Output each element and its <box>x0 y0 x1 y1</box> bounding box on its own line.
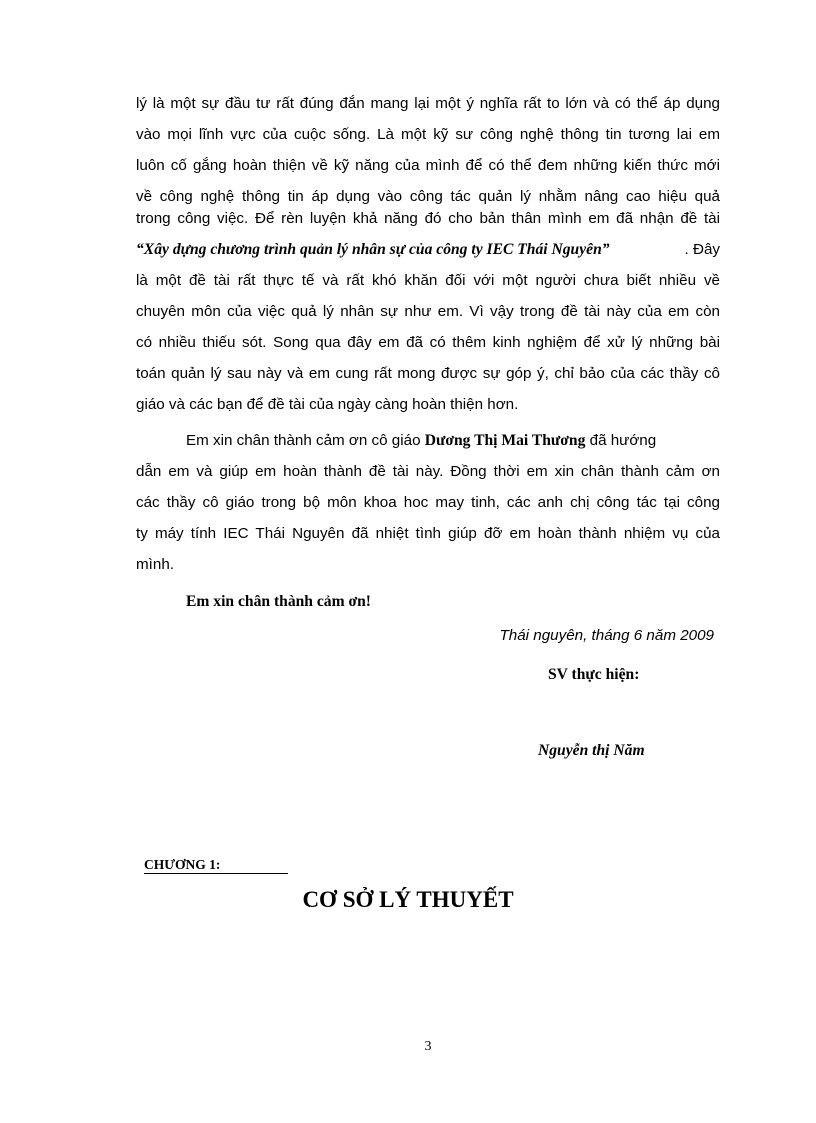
closing-thanks: Em xin chân thành cảm ơn! <box>186 593 371 610</box>
paragraph1-line-1: lý là một sự đầu tư rất đúng đắn mang lại một ý nghĩa rất to lớn và có thể áp dụng <box>136 95 720 112</box>
paragraph2-line-5: mình. <box>136 556 174 573</box>
paragraph2-intro-after: đã hướng <box>585 432 657 449</box>
paragraph1-line-6: là một đề tài rất thực tế và rất khó khăn đối với một người chưa biết nhiều về <box>136 272 720 289</box>
paragraph1-line-2: vào mọi lĩnh vực của cuộc sống. Là một kỹ sư công nghệ thông tin tương lai em <box>136 126 720 143</box>
paragraph1-line-9: toán quản lý sau này và em cung rất mong được sự góp ý, chỉ bảo của các thầy cô <box>136 365 720 382</box>
paragraph1-line-8: có nhiều thiếu sót. Song qua đây em đã có thêm kinh nghiệm để xử lý những bài <box>136 334 720 351</box>
signer-name: Nguyễn thị Năm <box>538 742 645 759</box>
chapter-label: CHƯƠNG 1: <box>144 856 288 874</box>
paragraph1-line-3: luôn cố gắng hoàn thiện về kỹ năng của mình để có thể đem những kiến thức mới <box>136 157 720 174</box>
chapter-title: CƠ SỞ LÝ THUYẾT <box>302 887 514 912</box>
paragraph1-title-line <box>136 240 720 260</box>
paragraph1-line-5: trong công việc. Để rèn luyện khả năng đó cho bản thân mình em đã nhận đề tài <box>136 210 720 227</box>
paragraph1-line-7: chuyên môn của việc quả lý nhân sự như em. Vì vậy trong đề tài này của em còn <box>136 303 720 320</box>
project-title-after: . Đây <box>684 241 720 258</box>
page-number: 3 <box>424 1039 432 1054</box>
project-title-quote: “Xây dựng chương trình quản lý nhân sự của công ty IEC Thái Nguyên” <box>136 241 610 258</box>
paragraph2-intro: Em xin chân thành cảm ơn cô giáo <box>186 432 425 449</box>
paragraph1-line-4: về công nghệ thông tin áp dụng vào công tác quản lý nhằm nâng cao hiệu quả <box>136 188 720 205</box>
teacher-name: Dương Thị Mai Thương <box>424 432 586 449</box>
paragraph2-line-2: dẫn em và giúp em hoàn thành đề tài này. Đồng thời em xin chân thành cảm ơn <box>136 463 720 480</box>
signer-label: SV thực hiện: <box>548 666 640 683</box>
signature-date: Thái nguyên, tháng 6 năm 2009 <box>499 627 714 644</box>
paragraph2-line-4: ty máy tính IEC Thái Nguyên đã nhiệt tình giúp đỡ em hoàn thành nhiệm vụ của <box>136 525 720 542</box>
paragraph2-line-3: các thầy cô giáo trong bộ môn khoa hoc may tinh, các anh chị công tác tại công <box>136 494 720 511</box>
paragraph2-line-1 <box>186 431 720 451</box>
paragraph1-line-10: giáo và các bạn để đề tài của ngày càng hoàn thiện hơn. <box>136 396 519 413</box>
